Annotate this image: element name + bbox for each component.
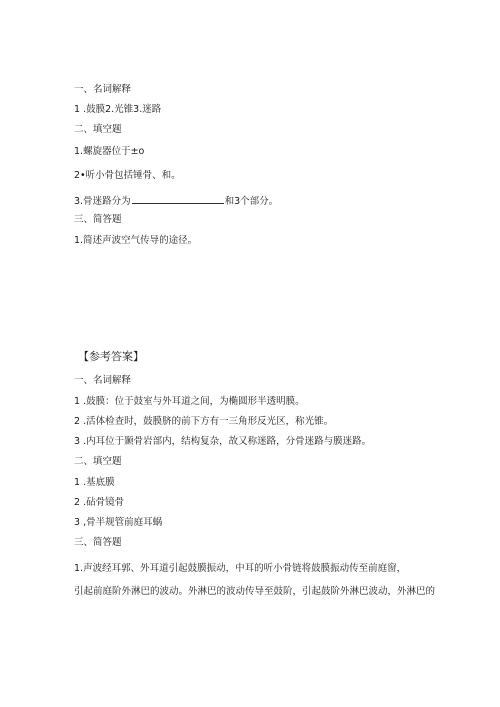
fill-question-3-suffix: 和3个部分。 (224, 196, 279, 207)
short-question-1: 1.简述声波空气传导的途径。 (74, 235, 198, 246)
answer-short-1-line-1: 1.声波经耳郭、外耳道引起鼓膜振动，中耳的听小骨链将鼓膜振动传至前庭窗， (74, 563, 407, 574)
answer-fill-3: 3 ,骨半规管前庭耳蜗 (74, 517, 163, 528)
fill-question-2: 2•听小骨包括锤骨、和。 (74, 170, 181, 181)
section-heading-short: 三、简答题 (74, 214, 122, 225)
answer-fill-2: 2 .砧骨镜骨 (74, 497, 125, 508)
answer-heading-short: 三、简答题 (74, 537, 122, 548)
terms-list: 1 .鼓膜2.光锥3.迷路 (74, 104, 162, 115)
answer-heading-fill: 二、填空题 (74, 456, 122, 467)
fill-question-3 (74, 194, 278, 208)
answer-definition-3: 3 .内耳位于颞骨岩部内，结构复杂，故又称迷路，分骨迷路与膜迷路。 (74, 436, 372, 447)
section-heading-terms: 一、名词解释 (74, 84, 132, 95)
answer-heading-terms: 一、名词解释 (74, 375, 132, 386)
blank-line (132, 194, 224, 204)
section-heading-fill: 二、填空题 (74, 124, 122, 135)
answer-short-1-line-2: 引起前庭阶外淋巴的波动。外淋巴的波动传导至鼓阶，引起鼓阶外淋巴波动，外淋巴的 (74, 586, 436, 597)
fill-question-1: 1.螺旋器位于±o (74, 146, 145, 157)
answer-fill-1: 1 .基底膜 (74, 477, 115, 488)
answers-title: 【参考答案】 (78, 350, 144, 363)
fill-question-3-prefix: 3.骨迷路分为 (74, 196, 131, 207)
answer-definition-2: 2 .活体检查时，鼓膜脐的前下方有一三角形反光区，称光锥。 (74, 416, 334, 427)
answer-definition-1: 1 .鼓膜：位于鼓室与外耳道之间，为椭圆形半透明膜。 (74, 396, 305, 407)
